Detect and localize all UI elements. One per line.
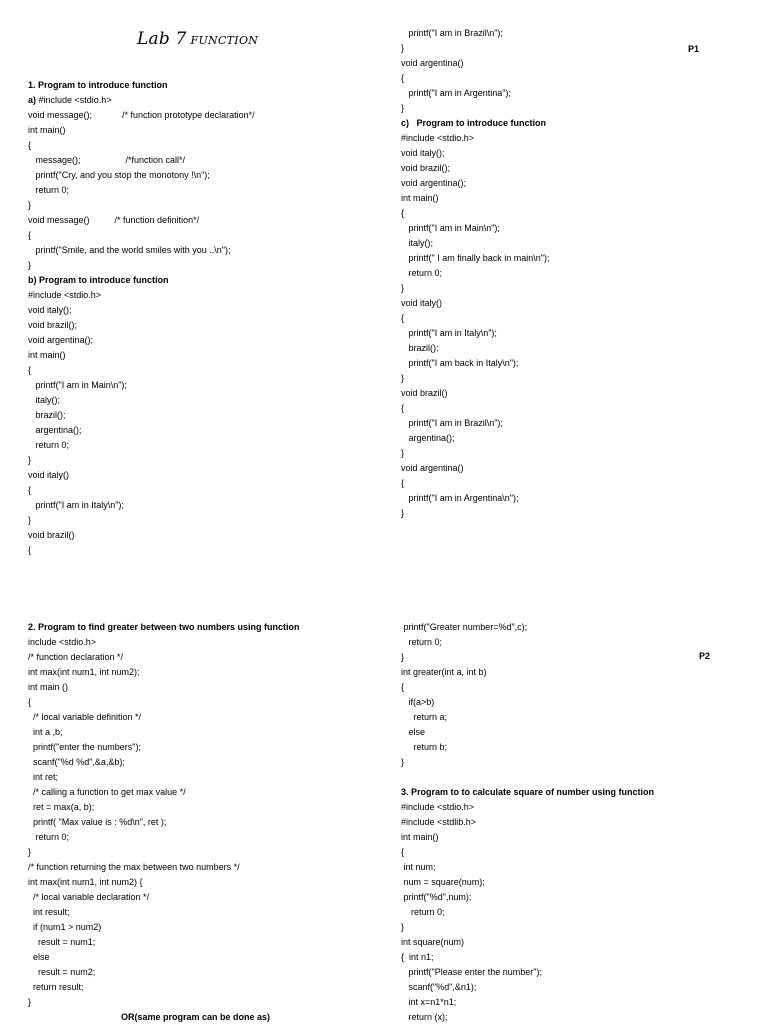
code-line: num = square(num);: [401, 877, 485, 887]
code-line: void italy();: [401, 148, 445, 158]
code-line: return 0;: [401, 907, 445, 917]
code-line: include <stdio.h>: [28, 637, 97, 647]
page1-right-column: [401, 26, 549, 521]
code-line: argentina();: [28, 425, 82, 435]
code-line: /* local variable declaration */: [28, 892, 150, 902]
code-line: /* calling a function to get max value */: [28, 787, 186, 797]
code-line: ret = max(a, b);: [28, 802, 95, 812]
code-line: }: [401, 922, 405, 932]
code-line: void message() /* function definition*/: [28, 215, 200, 225]
code-line: }: [401, 43, 405, 53]
code-line: return a;: [401, 712, 448, 722]
code-line: printf("I am in Argentina");: [401, 88, 511, 98]
code-line: printf("%d",num);: [401, 892, 472, 902]
code-line: }: [28, 515, 32, 525]
code-line: int main(): [28, 350, 66, 360]
code-line: printf("I am in Main\n");: [401, 223, 500, 233]
code-line: printf("I am in Argentina\n");: [401, 493, 519, 503]
code-line: #include <stdio.h>: [28, 290, 102, 300]
code-line: {: [28, 545, 32, 555]
code-line: void argentina();: [401, 178, 467, 188]
code-line: int main(): [401, 193, 439, 203]
title-sub: FUNCTION: [190, 34, 259, 47]
code-line: if(a>b): [401, 697, 435, 707]
code-line: /* function returning the max between two numbers */: [28, 862, 240, 872]
code-line: int greater(int a, int b): [401, 667, 487, 677]
code-line: printf("I am in Brazil\n");: [401, 28, 503, 38]
section-heading: c) Program to introduce function: [401, 118, 547, 128]
code-line: scanf("%d",&n1);: [401, 982, 477, 992]
code-line: #include <stdlib.h>: [401, 817, 477, 827]
code-line: void argentina(): [401, 463, 464, 473]
code-line: {: [401, 847, 405, 857]
code-line: }: [401, 508, 405, 518]
code-line: int max(int num1, int num2);: [28, 667, 140, 677]
code-line: result = num2;: [28, 967, 96, 977]
code-line: }: [401, 283, 405, 293]
code-line: /* local variable definition */: [28, 712, 142, 722]
section-heading: 1. Program to introduce function: [28, 80, 168, 90]
title-main: Lab 7: [137, 29, 187, 49]
code-line: printf("I am in Italy\n");: [401, 328, 497, 338]
code-line: int max(int num1, int num2) {: [28, 877, 143, 887]
page2-right-column: [401, 620, 654, 1025]
code-line: {: [28, 230, 32, 240]
code-line: int result;: [28, 907, 70, 917]
code-line: }: [28, 260, 32, 270]
code-line: int main(): [401, 832, 439, 842]
code-line: }: [28, 847, 32, 857]
code-line: {: [28, 697, 32, 707]
code-line: int square(num): [401, 937, 465, 947]
code-line: int num;: [401, 862, 436, 872]
code-line: void brazil(): [28, 530, 75, 540]
code-line: printf("I am back in Italy\n");: [401, 358, 519, 368]
code-line: void brazil(): [401, 388, 448, 398]
code-line: #include <stdio.h>: [401, 133, 475, 143]
code-line: a) #include <stdio.h>: [28, 95, 112, 105]
code-line: /* function declaration */: [28, 652, 124, 662]
code-line: }: [401, 103, 405, 113]
code-line: brazil();: [28, 410, 66, 420]
code-line: return 0;: [401, 268, 443, 278]
code-line: {: [28, 365, 32, 375]
code-line: void argentina(): [401, 58, 464, 68]
code-line: result = num1;: [28, 937, 96, 947]
code-line: printf("I am in Italy\n");: [28, 500, 124, 510]
code-line: {: [401, 682, 405, 692]
code-line: {: [401, 403, 405, 413]
page1-left-column: [28, 78, 255, 558]
code-line: return 0;: [28, 832, 70, 842]
code-line: int main(): [28, 125, 66, 135]
code-line: void italy(): [28, 470, 70, 480]
code-line: else: [28, 952, 50, 962]
code-line: }: [401, 448, 405, 458]
code-line: int x=n1*n1;: [401, 997, 457, 1007]
code-line: void brazil();: [28, 320, 78, 330]
code-line: void argentina();: [28, 335, 94, 345]
code-line: return (x);: [401, 1012, 448, 1022]
code-line: if (num1 > num2): [28, 922, 102, 932]
code-line: printf("enter the numbers");: [28, 742, 141, 752]
code-line: int main (): [28, 682, 69, 692]
section-heading: 2. Program to find greater between two numbers using function: [28, 622, 300, 632]
code-line: argentina();: [401, 433, 455, 443]
page2-footer-note: OR(same program can be done as): [121, 1012, 271, 1022]
code-line: printf("Please enter the number");: [401, 967, 542, 977]
page-marker-p1: P1: [688, 44, 700, 54]
code-line: return 0;: [28, 185, 70, 195]
code-line: return 0;: [401, 637, 443, 647]
code-line: }: [28, 997, 32, 1007]
code-line: }: [401, 373, 405, 383]
code-line: }: [28, 200, 32, 210]
page-title: [137, 29, 258, 49]
code-line: printf("I am in Brazil\n");: [401, 418, 503, 428]
code-line: printf("Cry, and you stop the monotony !\n");: [28, 170, 210, 180]
code-line: void brazil();: [401, 163, 451, 173]
code-line: return result;: [28, 982, 84, 992]
code-line: scanf("%d %d",&a,&b);: [28, 757, 125, 767]
code-line: void italy(): [401, 298, 443, 308]
code-line: int a ,b;: [28, 727, 63, 737]
code-line: [401, 770, 654, 785]
code-line: { int n1;: [401, 952, 434, 962]
code-line: return b;: [401, 742, 448, 752]
page-marker-p2: P2: [699, 651, 711, 661]
code-line: {: [401, 478, 405, 488]
code-line: italy();: [28, 395, 61, 405]
code-line: }: [401, 652, 405, 662]
code-line: printf("Greater number=%d",c);: [401, 622, 528, 632]
code-line: void italy();: [28, 305, 72, 315]
code-line: printf("I am in Main\n");: [28, 380, 127, 390]
code-line: {: [401, 313, 405, 323]
code-line: void message(); /* function prototype declaration*/: [28, 110, 255, 120]
code-line: {: [401, 208, 405, 218]
code-line: {: [28, 485, 32, 495]
section-heading: b) Program to introduce function: [28, 275, 169, 285]
item-label: a): [28, 95, 37, 105]
page2-left-column: [28, 620, 300, 1010]
code-line: message(); /*function call*/: [28, 155, 186, 165]
code-line: return 0;: [28, 440, 70, 450]
code-line: printf( "Max value is : %d\n", ret );: [28, 817, 167, 827]
code-line: printf("Smile, and the world smiles with you ..\n");: [28, 245, 231, 255]
code-line: {: [401, 73, 405, 83]
code-line: brazil();: [401, 343, 439, 353]
section-heading: 3. Program to to calculate square of number using function: [401, 787, 655, 797]
code-line: italy();: [401, 238, 434, 248]
code-line: printf(" I am finally back in main\n");: [401, 253, 550, 263]
code-line: else: [401, 727, 426, 737]
code-line: int ret;: [28, 772, 59, 782]
code-line: }: [401, 757, 405, 767]
code-line: }: [28, 455, 32, 465]
code-line: #include <stdio.h>: [401, 802, 475, 812]
code-line: {: [28, 140, 32, 150]
